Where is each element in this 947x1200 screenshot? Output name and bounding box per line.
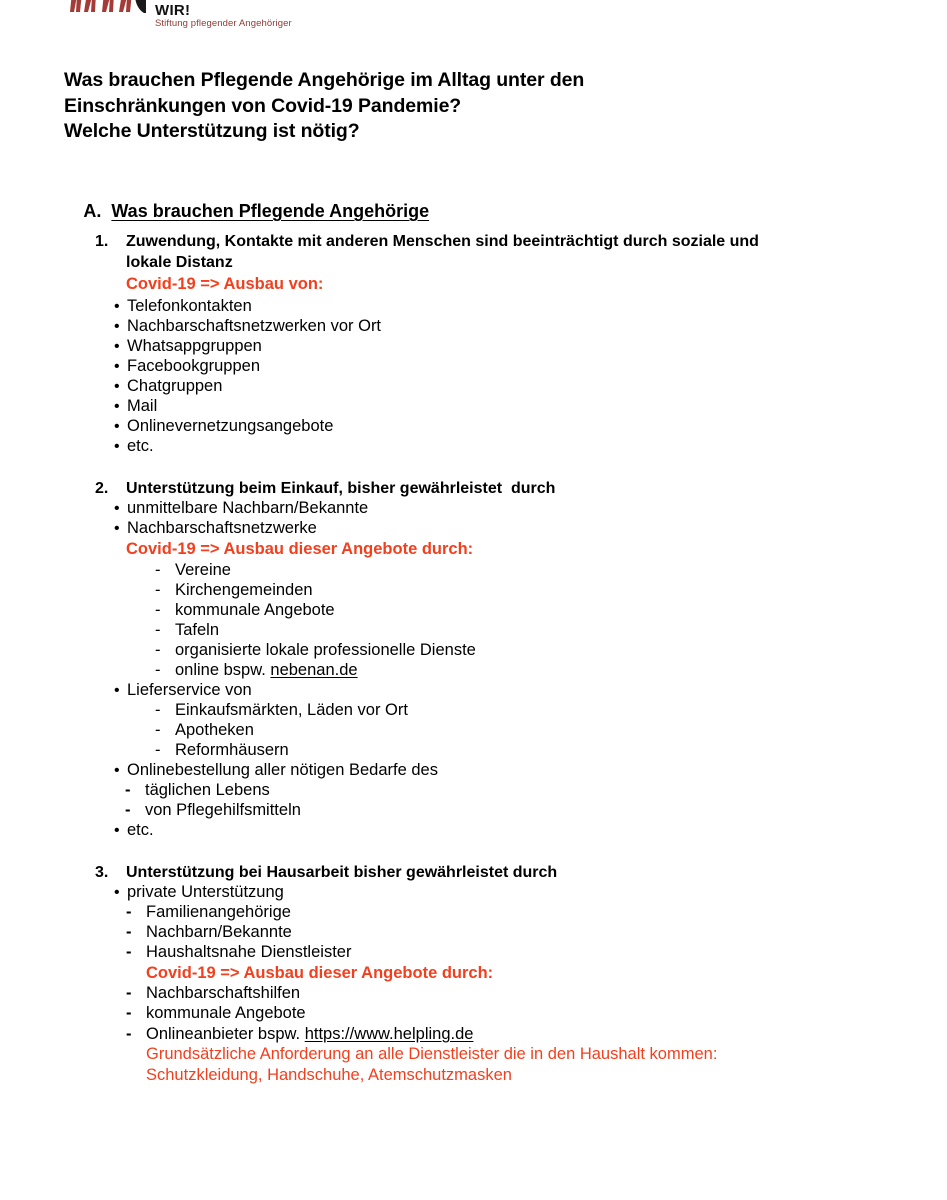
bullet-glyph: • xyxy=(114,298,120,315)
item-3-dash-3: - Haushaltsnahe Dienstleister xyxy=(126,943,352,961)
dash-glyph: - xyxy=(126,984,132,1002)
dash-glyph: - xyxy=(155,701,161,719)
link-nebenan-de[interactable]: nebenan.de xyxy=(270,661,358,679)
bullet-glyph: • xyxy=(114,438,120,455)
item-2-number: 2. xyxy=(95,480,109,497)
item-3-red-note-line-1: Grundsätzliche Anforderung an alle Dienstleister die in den Haushalt kommen: xyxy=(146,1045,718,1063)
logo-people-icon xyxy=(68,0,146,30)
item-2-dash-8: - Apotheken xyxy=(155,721,254,739)
item-3-dash-2: - Nachbarn/Bekannte xyxy=(126,923,292,941)
dash-glyph: - xyxy=(155,661,161,679)
item-3-callout: Covid-19 => Ausbau dieser Angebote durch: xyxy=(146,964,494,982)
item-2-dash-10: - täglichen Lebens xyxy=(125,781,270,799)
page-title-line-2: Einschränkungen von Covid-19 Pandemie? xyxy=(64,94,462,117)
logo-wordmark xyxy=(155,3,292,31)
bullet-glyph: • xyxy=(114,500,120,517)
dash-glyph: - xyxy=(155,721,161,739)
item-3-red-note-line-2: Schutzkleidung, Handschuhe, Atemschutzmasken xyxy=(146,1066,512,1084)
dash-glyph: - xyxy=(155,741,161,759)
bullet-glyph: • xyxy=(114,520,120,537)
item-3-number: 3. xyxy=(95,864,109,881)
dash-glyph: - xyxy=(155,641,161,659)
item-3-dash-1: - Familienangehörige xyxy=(126,903,291,921)
bullet-glyph: • xyxy=(114,338,120,355)
item-1-bullet-5: • Chatgruppen xyxy=(114,377,223,395)
dash-glyph: - xyxy=(155,601,161,619)
bullet-glyph: • xyxy=(114,884,120,901)
item-1-heading-line-1: Zuwendung, Kontakte mit anderen Menschen sind beeinträchtigt durch soziale und xyxy=(126,233,759,250)
item-2-callout: Covid-19 => Ausbau dieser Angebote durch: xyxy=(126,540,474,558)
dash-glyph: - xyxy=(126,903,132,921)
bullet-glyph: • xyxy=(114,762,120,779)
item-2-bullet-etc: • etc. xyxy=(114,821,154,839)
bullet-glyph: • xyxy=(114,398,120,415)
item-3-heading: Unterstützung bei Hausarbeit bisher gewährleistet durch xyxy=(126,864,558,881)
page-title xyxy=(64,68,824,145)
item-1-callout: Covid-19 => Ausbau von: xyxy=(126,275,324,293)
dash-glyph: - xyxy=(155,581,161,599)
item-1-bullet-4: • Facebookgruppen xyxy=(114,357,261,375)
item-2-bullet-online: • Onlinebestellung aller nötigen Bedarfe des xyxy=(114,761,438,779)
page-title-line-1: Was brauchen Pflegende Angehörige im Alltag unter den xyxy=(64,69,585,91)
item-3-bullet-privat: • private Unterstützung xyxy=(114,883,284,901)
item-2-dash-7: - Einkaufsmärkten, Läden vor Ort xyxy=(155,701,408,719)
logo-tagline: Stiftung pflegender Angehöriger xyxy=(155,17,292,29)
item-3-dash-5: - kommunale Angebote xyxy=(126,1004,306,1022)
item-2-bullet-lieferservice: • Lieferservice von xyxy=(114,681,252,699)
item-2-dash-3: - kommunale Angebote xyxy=(155,601,335,619)
item-1-bullet-6: • Mail xyxy=(114,397,158,415)
section-heading-text: Was brauchen Pflegende Angehörige xyxy=(111,201,430,221)
item-2-bullet-1: • unmittelbare Nachbarn/Bekannte xyxy=(114,499,369,517)
bullet-glyph: • xyxy=(114,318,120,335)
logo-header xyxy=(0,0,947,30)
item-2-dash-11: - von Pflegehilfsmitteln xyxy=(125,801,301,819)
item-2-dash-1: - Vereine xyxy=(155,561,231,579)
item-1-bullet-1: • Telefonkontakten xyxy=(114,297,252,315)
item-2-heading: Unterstützung beim Einkauf, bisher gewährleistet durch xyxy=(126,480,556,497)
dash-glyph: - xyxy=(155,621,161,639)
organization-logo xyxy=(68,0,292,30)
item-1-number: 1. xyxy=(95,233,109,250)
dash-glyph: - xyxy=(125,801,131,819)
section-letter: A. xyxy=(83,201,102,221)
item-1-bullet-7: • Onlinevernetzungsangebote xyxy=(114,417,334,435)
dash-glyph: - xyxy=(126,1004,132,1022)
dash-glyph: - xyxy=(155,561,161,579)
item-1-heading-line-2: lokale Distanz xyxy=(126,254,233,271)
item-2-dash-4: - Tafeln xyxy=(155,621,220,639)
item-1-bullet-3: • Whatsappgruppen xyxy=(114,337,262,355)
dash-glyph: - xyxy=(126,943,132,961)
bullet-glyph: • xyxy=(114,822,120,839)
item-1-bullet-8: • etc. xyxy=(114,437,154,455)
bullet-glyph: • xyxy=(114,358,120,375)
item-2-bullet-2: • Nachbarschaftsnetzwerke xyxy=(114,519,317,537)
dash-glyph: - xyxy=(126,1025,132,1043)
item-2-dash-5: - organisierte lokale professionelle Dienste xyxy=(155,641,476,659)
bullet-glyph: • xyxy=(114,378,120,395)
bullet-glyph: • xyxy=(114,418,120,435)
link-helpling-de[interactable]: https://www.helpling.de xyxy=(304,1025,474,1043)
page-title-line-3: Welche Unterstützung ist nötig? xyxy=(64,120,360,142)
item-3-dash-4: - Nachbarschaftshilfen xyxy=(126,984,301,1002)
dash-glyph: - xyxy=(126,923,132,941)
item-2-dash-9: - Reformhäusern xyxy=(155,741,289,759)
item-2-dash-2: - Kirchengemeinden xyxy=(155,581,313,599)
item-2-dash-6: - online bspw. nebenan.de xyxy=(155,661,358,679)
item-1-bullet-2: • Nachbarschaftsnetzwerken vor Ort xyxy=(114,317,382,335)
logo-brand-name: WIR! xyxy=(155,1,191,19)
bullet-glyph: • xyxy=(114,682,120,699)
item-3-dash-6: - Onlineanbieter bspw. https://www.helpling.de xyxy=(126,1025,474,1043)
dash-glyph: - xyxy=(125,781,131,799)
